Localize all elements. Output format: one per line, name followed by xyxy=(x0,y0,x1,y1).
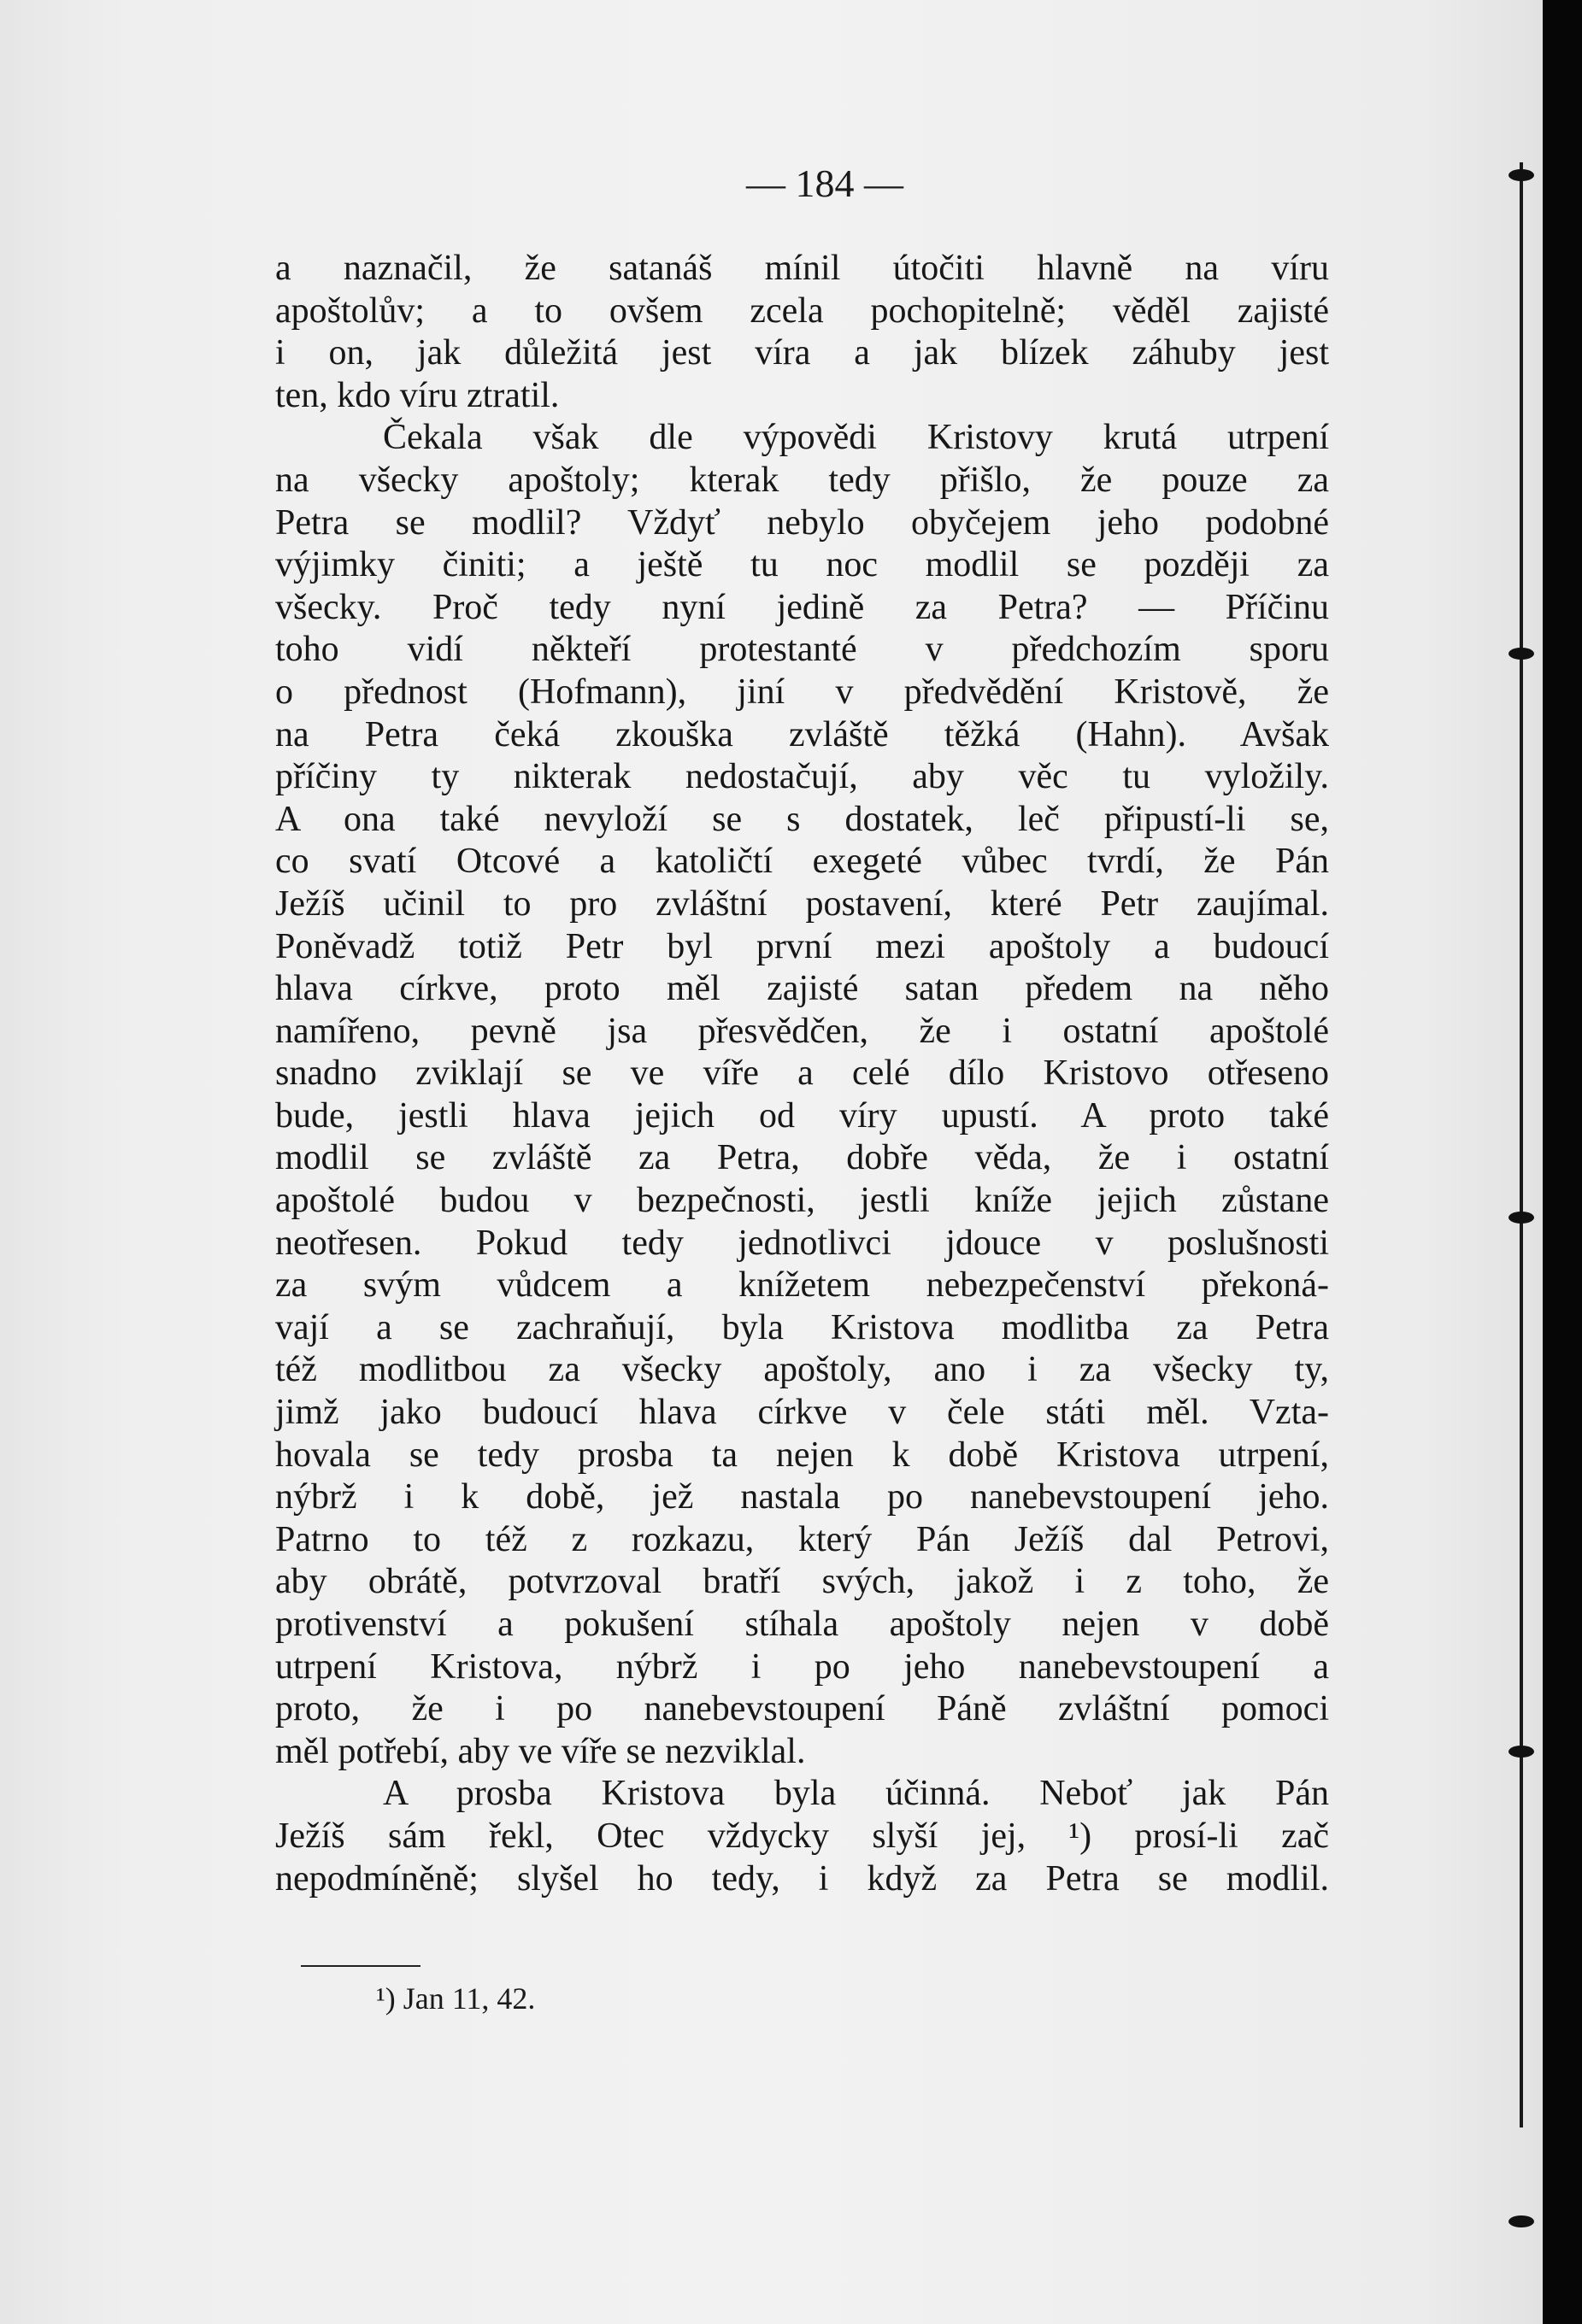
footnote-rule xyxy=(301,1965,420,1967)
page-edge-mark xyxy=(1508,1212,1534,1224)
page-edge-mark xyxy=(1508,2215,1534,2227)
text-line: aby obrátě, potvrzoval bratří svých, jakož i z toho, že xyxy=(275,1562,1329,1602)
text-line: A ona také nevyloží se s dostatek, leč připustí-li se, xyxy=(275,799,1329,839)
text-line: nepodmíněně; slyšel ho tedy, i když za Petra se modlil. xyxy=(275,1858,1329,1899)
page-edge-mark xyxy=(1508,169,1534,181)
text-line: hovala se tedy prosba ta nejen k době Kristova utrpení, xyxy=(275,1435,1329,1475)
text-line: na všecky apoštoly; kterak tedy přišlo, že pouze za xyxy=(275,460,1329,500)
text-line: co svatí Otcové a katoličtí exegeté vůbec tvrdí, že Pán xyxy=(275,842,1329,882)
text-line: Čekala však dle výpovědi Kristovy krutá utrpení xyxy=(383,418,1329,458)
text-line: a naznačil, že satanáš mínil útočiti hlavně na víru xyxy=(275,249,1329,288)
text-line: namířeno, pevně jsa přesvědčen, že i ostatní apoštolé xyxy=(275,1011,1329,1051)
text-line: protivenství a pokušení stíhala apoštoly nejen v době xyxy=(275,1605,1329,1644)
text-line: A prosba Kristova byla účinná. Neboť jak Pán xyxy=(383,1774,1329,1814)
text-line: modlil se zvláště za Petra, dobře věda, že i ostatní xyxy=(275,1138,1329,1178)
text-line: jimž jako budoucí hlava církve v čele státi měl. Vzta- xyxy=(275,1393,1329,1433)
page-edge-mark xyxy=(1508,648,1534,660)
text-line: utrpení Kristova, nýbrž i po jeho nanebevstoupení a xyxy=(275,1646,1329,1687)
body-text xyxy=(275,248,1329,1900)
text-line: vají a se zachraňují, byla Kristova modlitba za Petra xyxy=(275,1307,1329,1347)
text-line: Ježíš učinil to pro zvláštní postavení, které Petr zaujímal. xyxy=(275,883,1329,924)
text-line: výjimky činiti; a ještě tu noc modlil se později za xyxy=(275,545,1329,585)
text-line: i on, jak důležitá jest víra a jak blízek záhuby jest xyxy=(275,333,1329,373)
text-line: Petra se modlil? Vždyť nebylo obyčejem jeho podobné xyxy=(275,502,1329,543)
text-line: snadno zviklají se ve víře a celé dílo Kristovo otřeseno xyxy=(275,1053,1329,1094)
text-line: Patrno to též z rozkazu, který Pán Ježíš dal Petrovi, xyxy=(275,1519,1329,1559)
text-line: proto, že i po nanebevstoupení Páně zvláštní pomoci xyxy=(275,1689,1329,1729)
text-line: Ježíš sám řekl, Otec vždycky slyší jej, ¹) prosí-li zač xyxy=(275,1816,1329,1856)
text-line: apoštolé budou v bezpečnosti, jestli kníže jejich zůstane xyxy=(275,1181,1329,1221)
page-number: — 184 — xyxy=(746,161,903,205)
scan-edge xyxy=(1543,0,1582,2324)
text-line: bude, jestli hlava jejich od víry upustí. A proto také xyxy=(275,1095,1329,1136)
text-line: hlava církve, proto měl zajisté satan předem na něho xyxy=(275,969,1329,1009)
text-line: o přednost (Hofmann), jiní v předvědění Kristově, že xyxy=(275,672,1329,712)
footnote: ¹) Jan 11, 42. xyxy=(376,1981,536,2016)
text-line: všecky. Proč tedy nyní jedině za Petra? — Příčinu xyxy=(275,587,1329,627)
text-line: nýbrž i k době, jež nastala po nanebevstoupení jeho. xyxy=(275,1477,1329,1517)
text-line: na Petra čeká zkouška zvláště těžká (Hahn). Avšak xyxy=(275,714,1329,754)
text-line: též modlitbou za všecky apoštoly, ano i za všecky ty, xyxy=(275,1350,1329,1390)
text-line: ten, kdo víru ztratil. xyxy=(275,375,560,415)
text-line: příčiny ty nikterak nedostačují, aby věc tu vyložily. xyxy=(275,757,1329,797)
text-line: apoštolův; a to ovšem zcela pochopitelně; věděl zajisté xyxy=(275,290,1329,331)
text-line: neotřesen. Pokud tedy jednotlivci jdouce v poslušnosti xyxy=(275,1223,1329,1263)
text-line: za svým vůdcem a knížetem nebezpečenství překoná- xyxy=(275,1265,1329,1306)
page-edge-line xyxy=(1520,162,1523,2127)
page-edge-mark xyxy=(1508,1746,1534,1758)
text-line: měl potřebí, aby ve víře se nezviklal. xyxy=(275,1731,806,1771)
text-line: toho vidí někteří protestanté v předchozím sporu xyxy=(275,630,1329,670)
text-line: Poněvadž totiž Petr byl první mezi apoštoly a budoucí xyxy=(275,926,1329,966)
